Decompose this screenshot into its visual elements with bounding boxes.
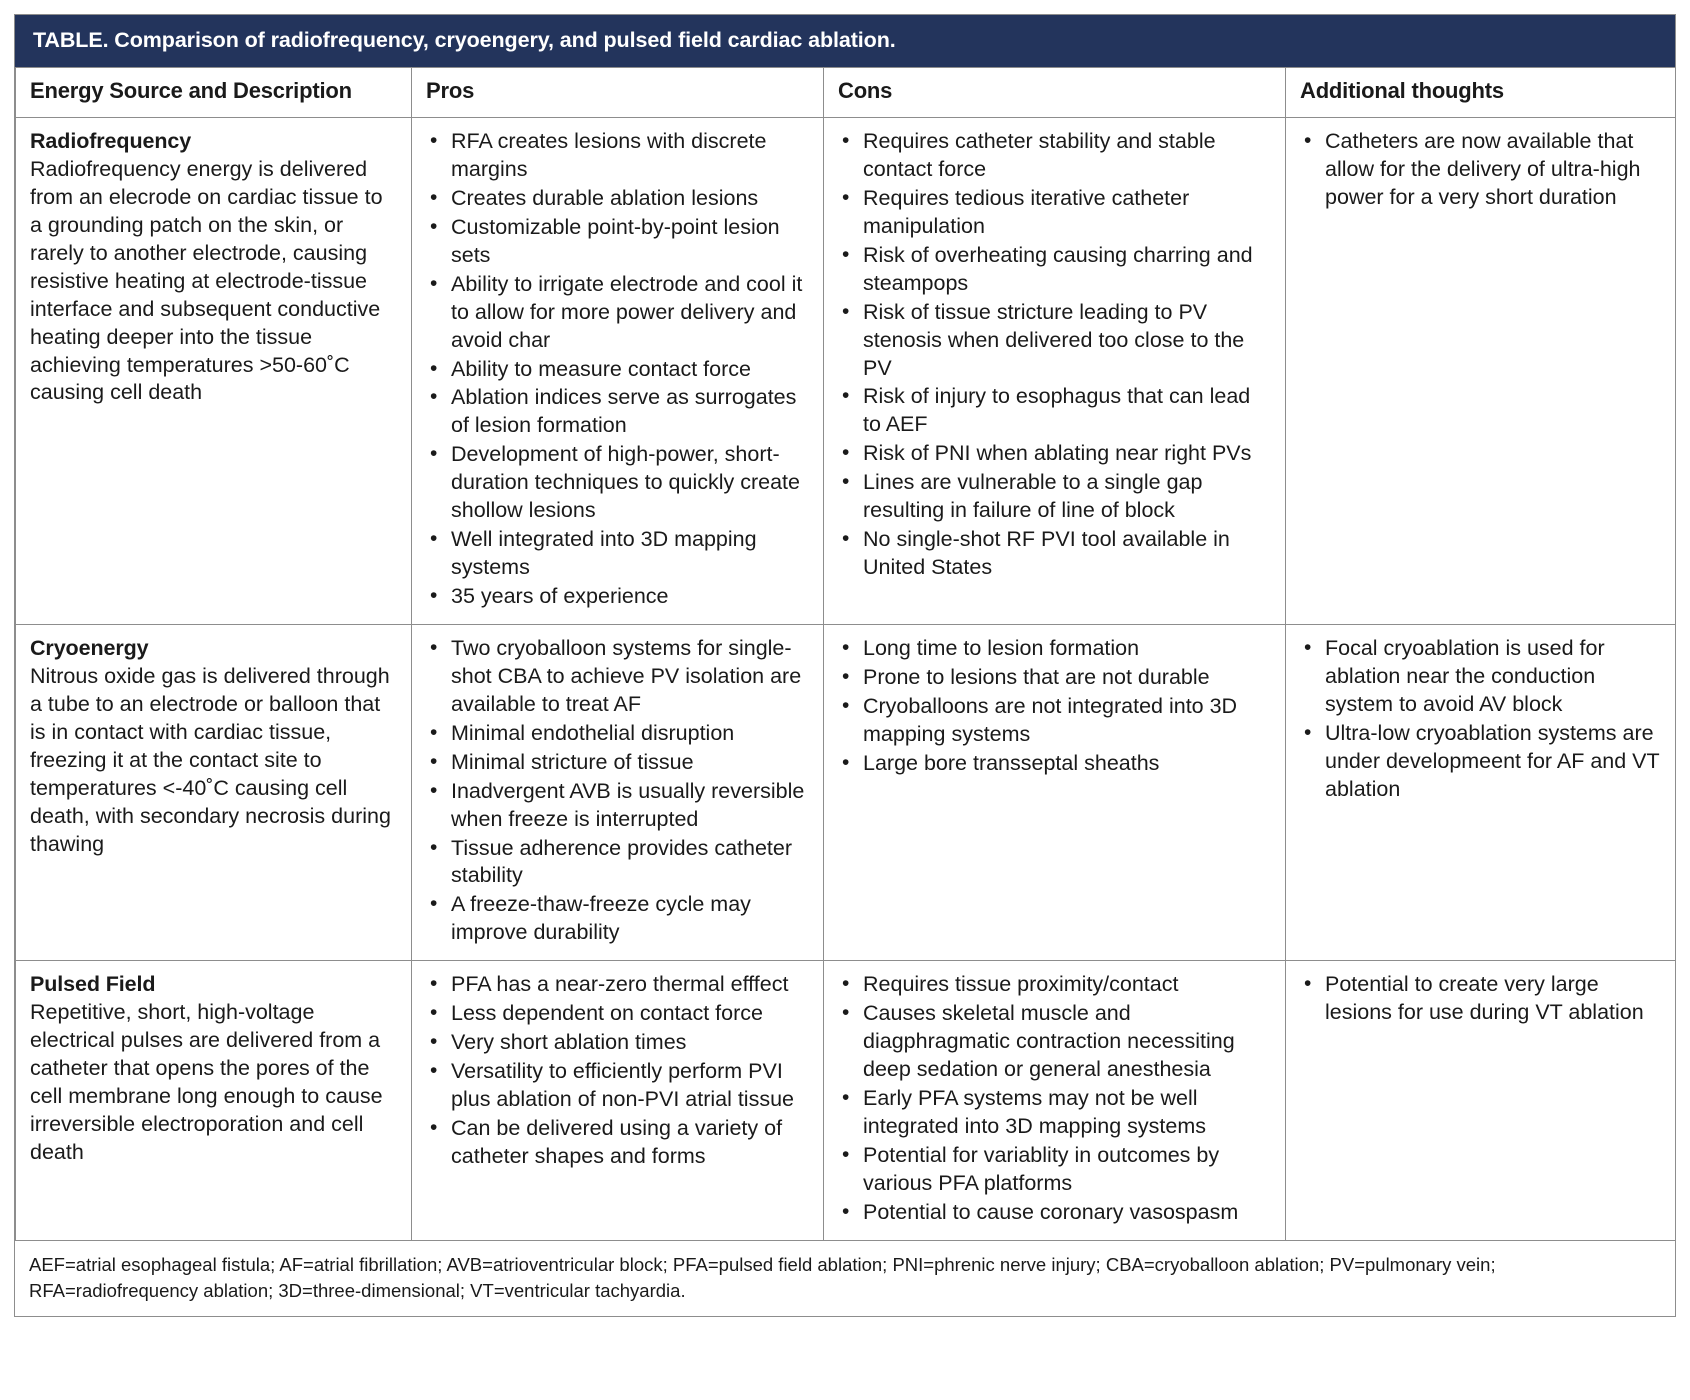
- list-item: • Ability to irrigate electrode and cool it to allow for more power delivery and avoid char: [426, 271, 811, 355]
- list-item: • Two cryoballoon systems for single-shot CBA to achieve PV isolation are available to treat AF: [426, 635, 811, 719]
- list-item: • Potential to create very large lesions for use during VT ablation: [1300, 971, 1663, 1027]
- comparison-table-container: [14, 14, 1676, 1241]
- table-header: [16, 68, 1676, 118]
- column-header-cons: Cons: [824, 68, 1286, 118]
- table-footnote-abbreviations: AEF=atrial esophageal fistula; AF=atrial fibrillation; AVB=atrioventricular block; PFA=pulsed field ablation; PNI=phrenic nerve injury; CBA=cryoballoon ablation; PV=pulmonary vein; RFA=radiofrequency ablation; 3D=three-dimensional; VT=ventricular tachyardia.: [14, 1241, 1676, 1318]
- comparison-table: [15, 67, 1676, 1241]
- energy-source-name: Radiofrequency: [30, 129, 192, 153]
- list-item: • Lines are vulnerable to a single gap resulting in failure of line of block: [838, 469, 1273, 525]
- cons-list: [838, 971, 1273, 1226]
- additional-thoughts-list: [1300, 128, 1663, 212]
- list-item: • Ablation indices serve as surrogates of lesion formation: [426, 384, 811, 440]
- list-item: • No single-shot RF PVI tool available in United States: [838, 526, 1273, 582]
- cell-pros: [412, 624, 824, 960]
- cell-additional-thoughts: [1286, 118, 1676, 625]
- table-body: [16, 118, 1676, 1241]
- pros-list: [426, 128, 811, 611]
- list-item: • Requires tissue proximity/contact: [838, 971, 1273, 999]
- cell-pros: [412, 118, 824, 625]
- list-item: • Customizable point-by-point lesion sets: [426, 214, 811, 270]
- list-item: • Risk of PNI when ablating near right PVs: [838, 440, 1273, 468]
- column-header-energy-source: Energy Source and Description: [16, 68, 412, 118]
- list-item: • Large bore transseptal sheaths: [838, 750, 1273, 778]
- list-item: • Catheters are now available that allow for the delivery of ultra-high power for a very short duration: [1300, 128, 1663, 212]
- list-item: • PFA has a near-zero thermal efffect: [426, 971, 811, 999]
- list-item: • Very short ablation times: [426, 1029, 811, 1057]
- list-item: • Minimal stricture of tissue: [426, 749, 811, 777]
- list-item: • Minimal endothelial disruption: [426, 720, 811, 748]
- list-item: • Cryoballoons are not integrated into 3D mapping systems: [838, 693, 1273, 749]
- column-header-pros: Pros: [412, 68, 824, 118]
- cell-pros: [412, 961, 824, 1240]
- pros-list: [426, 635, 811, 947]
- cons-list: [838, 635, 1273, 778]
- list-item: • Focal cryoablation is used for ablation near the conduction system to avoid AV block: [1300, 635, 1663, 719]
- cell-cons: [824, 961, 1286, 1240]
- list-item: • Long time to lesion formation: [838, 635, 1273, 663]
- table-caption: TABLE. Comparison of radiofrequency, cryoengery, and pulsed field cardiac ablation.: [15, 15, 1675, 67]
- list-item: • Ultra-low cryoablation systems are under developmeent for AF and VT ablation: [1300, 720, 1663, 804]
- list-item: • Potential to cause coronary vasospasm: [838, 1199, 1273, 1227]
- table-row: [16, 961, 1676, 1240]
- list-item: • Prone to lesions that are not durable: [838, 664, 1273, 692]
- list-item: • 35 years of experience: [426, 583, 811, 611]
- column-header-additional-thoughts: Additional thoughts: [1286, 68, 1676, 118]
- list-item: • Versatility to efficiently perform PVI plus ablation of non-PVI atrial tissue: [426, 1058, 811, 1114]
- energy-source-name: Cryoenergy: [30, 635, 149, 660]
- list-item: • RFA creates lesions with discrete margins: [426, 128, 811, 184]
- energy-source-name: Pulsed Field: [30, 972, 156, 997]
- energy-source-description: Nitrous oxide gas is delivered through a tube to an electrode or balloon that is in contact with cardiac tissue, freezing it at the contact site to temperatures <-40˚C causing cell death, with secondary necrosis during thawing: [30, 663, 391, 856]
- list-item: • Less dependent on contact force: [426, 1000, 811, 1028]
- energy-source-description: Radiofrequency energy is delivered from an elecrode on cardiac tissue to a grounding patch on the skin, or rarely to another electrode, causing resistive heating at electrode-tissue interface and subsequent conductive heating deeper into the tissue achieving temperatures >50-60˚C causing cell death: [30, 156, 383, 405]
- additional-thoughts-list: [1300, 971, 1663, 1027]
- list-item: • Ability to measure contact force: [426, 356, 811, 384]
- list-item: • Causes skeletal muscle and diagphragmatic contraction necessiting deep sedation or general anesthesia: [838, 1000, 1273, 1084]
- list-item: • Risk of tissue stricture leading to PV stenosis when delivered too close to the PV: [838, 299, 1273, 383]
- list-item: • Can be delivered using a variety of catheter shapes and forms: [426, 1115, 811, 1171]
- list-item: • A freeze-thaw-freeze cycle may improve durability: [426, 891, 811, 947]
- list-item: • Development of high-power, short-duration techniques to quickly create shollow lesions: [426, 441, 811, 525]
- table-row: [16, 624, 1676, 960]
- cell-energy-source: [16, 624, 412, 960]
- list-item: • Well integrated into 3D mapping systems: [426, 526, 811, 582]
- energy-source-description: Repetitive, short, high-voltage electrical pulses are delivered from a catheter that opens the pores of the cell membrane long enough to cause irreversible electroporation and cell death: [30, 1000, 383, 1164]
- list-item: • Requires tedious iterative catheter manipulation: [838, 185, 1273, 241]
- additional-thoughts-list: [1300, 635, 1663, 804]
- list-item: • Inadvergent AVB is usually reversible when freeze is interrupted: [426, 778, 811, 834]
- list-item: • Early PFA systems may not be well integrated into 3D mapping systems: [838, 1085, 1273, 1141]
- list-item: • Potential for variablity in outcomes by various PFA platforms: [838, 1142, 1273, 1198]
- list-item: • Risk of injury to esophagus that can lead to AEF: [838, 383, 1273, 439]
- list-item: • Tissue adherence provides catheter stability: [426, 835, 811, 891]
- pros-list: [426, 971, 811, 1171]
- cell-cons: [824, 624, 1286, 960]
- list-item: • Risk of overheating causing charring and steampops: [838, 242, 1273, 298]
- cell-additional-thoughts: [1286, 624, 1676, 960]
- table-row: [16, 118, 1676, 625]
- header-row: [16, 68, 1676, 118]
- list-item: • Requires catheter stability and stable contact force: [838, 128, 1273, 184]
- list-item: • Creates durable ablation lesions: [426, 185, 811, 213]
- cell-energy-source: [16, 118, 412, 625]
- cell-cons: [824, 118, 1286, 625]
- cell-additional-thoughts: [1286, 961, 1676, 1240]
- cons-list: [838, 128, 1273, 582]
- cell-energy-source: [16, 961, 412, 1240]
